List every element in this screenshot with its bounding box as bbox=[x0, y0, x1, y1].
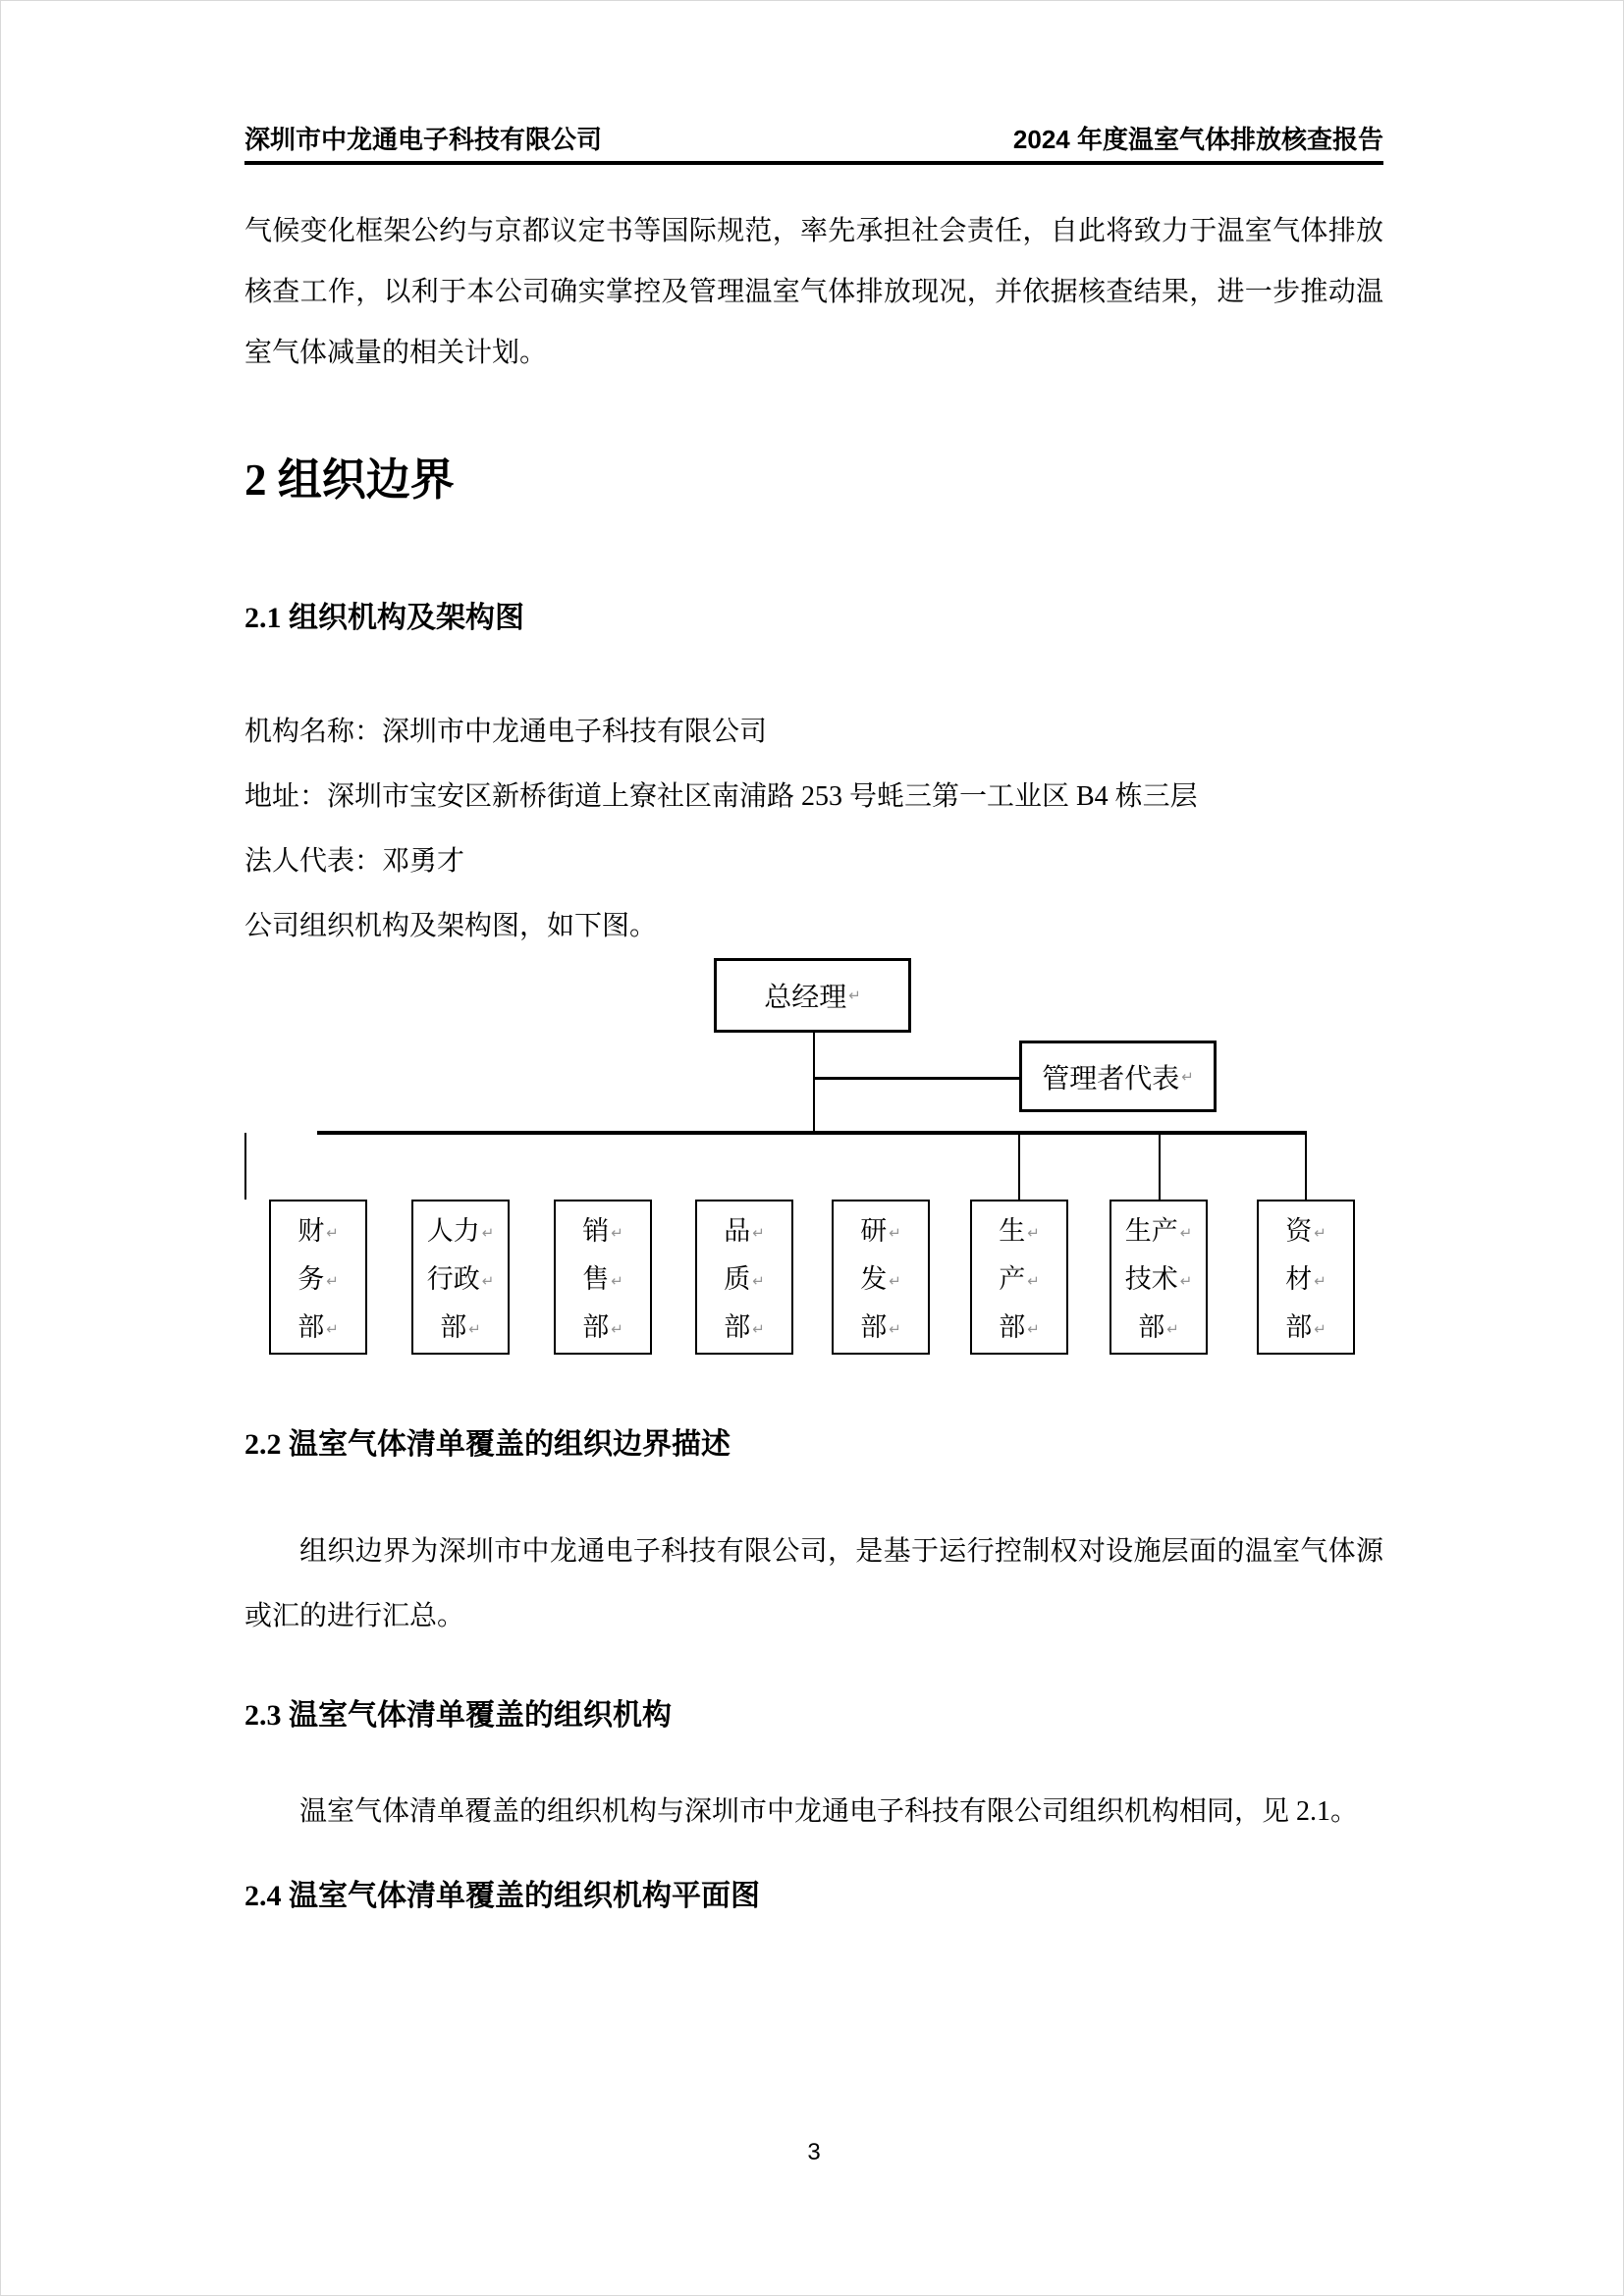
paragraph-mark: ↵ bbox=[468, 1320, 481, 1338]
connector-line bbox=[244, 1133, 246, 1200]
paragraph-mark: ↵ bbox=[889, 1320, 901, 1338]
paragraph-mark: ↵ bbox=[752, 1272, 765, 1290]
dept-label-line bbox=[271, 1304, 365, 1352]
header-report-title: 2024 年度温室气体排放核查报告 bbox=[1012, 125, 1383, 154]
paragraph-mark: ↵ bbox=[1314, 1224, 1326, 1242]
paragraph-mark: ↵ bbox=[1027, 1272, 1040, 1290]
dept-label-line bbox=[834, 1255, 928, 1304]
dept-label-text: 技术 bbox=[1124, 1264, 1178, 1294]
section-2-heading: 2 组织边界 bbox=[244, 455, 455, 505]
management-representative-label: 管理者代表 bbox=[1042, 1063, 1180, 1095]
dept-box bbox=[832, 1200, 930, 1355]
header-company-name: 深圳市中龙通电子科技有限公司 bbox=[244, 125, 603, 154]
paragraph-mark: ↵ bbox=[1179, 1272, 1193, 1290]
paragraph-mark: ↵ bbox=[611, 1224, 623, 1242]
legal-rep-line: 法人代表：邓勇才 bbox=[244, 846, 465, 877]
paragraph-mark: ↵ bbox=[1027, 1224, 1040, 1242]
paragraph-mark: ↵ bbox=[611, 1272, 623, 1290]
section-2-3-heading: 2.3 温室气体清单覆盖的组织机构 bbox=[244, 1699, 672, 1732]
section-2-4-heading: 2.4 温室气体清单覆盖的组织机构平面图 bbox=[244, 1880, 760, 1912]
paragraph-mark: ↵ bbox=[1027, 1320, 1040, 1338]
connector-line bbox=[814, 1077, 1019, 1080]
connector-line bbox=[1305, 1133, 1307, 1200]
dept-label-text: 财 bbox=[298, 1216, 325, 1246]
dept-label-line bbox=[834, 1207, 928, 1255]
dept-label-text: 发 bbox=[860, 1264, 888, 1294]
section-2-1-heading: 2.1 组织机构及架构图 bbox=[244, 602, 524, 634]
dept-box bbox=[970, 1200, 1068, 1355]
dept-label-text: 生产 bbox=[1124, 1216, 1178, 1246]
dept-label-line bbox=[271, 1255, 365, 1304]
dept-label-line bbox=[1259, 1207, 1353, 1255]
connector-line bbox=[1018, 1133, 1020, 1200]
management-representative-box bbox=[1019, 1041, 1217, 1112]
paragraph-mark: ↵ bbox=[1314, 1320, 1326, 1338]
dept-label-line bbox=[697, 1304, 791, 1352]
dept-label-line bbox=[697, 1207, 791, 1255]
paragraph-mark: ↵ bbox=[889, 1272, 901, 1290]
org-name-line: 机构名称：深圳市中龙通电子科技有限公司 bbox=[244, 717, 768, 747]
dept-label-text: 售 bbox=[582, 1264, 610, 1294]
paragraph-mark: ↵ bbox=[848, 987, 861, 1004]
dept-label-line bbox=[1259, 1304, 1353, 1352]
general-manager-box bbox=[714, 958, 911, 1033]
page-number: 3 bbox=[807, 2139, 821, 2165]
paragraph-mark: ↵ bbox=[326, 1224, 339, 1242]
dept-label-line bbox=[972, 1304, 1066, 1352]
dept-label-line bbox=[697, 1255, 791, 1304]
dept-label-line bbox=[556, 1304, 650, 1352]
paragraph-mark: ↵ bbox=[326, 1320, 339, 1338]
dept-label-line bbox=[1111, 1304, 1206, 1352]
connector-line bbox=[1159, 1133, 1161, 1200]
dept-label-text: 部 bbox=[860, 1312, 888, 1342]
dept-box bbox=[1257, 1200, 1355, 1355]
dept-label-line bbox=[271, 1207, 365, 1255]
dept-label-text: 生 bbox=[999, 1216, 1026, 1246]
section-2-2-paragraph: 组织边界为深圳市中龙通电子科技有限公司，是基于运行控制权对设施层面的温室气体源或汇的进行汇总。 bbox=[244, 1536, 1383, 1631]
org-address-line: 地址：深圳市宝安区新桥街道上寮社区南浦路 253 号蚝三第一工业区 B4 栋三层 bbox=[244, 781, 1198, 812]
dept-box bbox=[695, 1200, 793, 1355]
paragraph-mark: ↵ bbox=[1314, 1272, 1326, 1290]
dept-label-text: 部 bbox=[298, 1312, 325, 1342]
org-chart bbox=[244, 943, 1385, 1371]
dept-label-line bbox=[1111, 1255, 1206, 1304]
chart-caption-line: 公司组织机构及架构图，如下图。 bbox=[244, 911, 658, 941]
paragraph-mark: ↵ bbox=[889, 1224, 901, 1242]
dept-label-line bbox=[413, 1304, 508, 1352]
paragraph-mark: ↵ bbox=[1166, 1320, 1179, 1338]
header-rule bbox=[244, 161, 1383, 165]
dept-label-text: 部 bbox=[999, 1312, 1026, 1342]
dept-label-text: 研 bbox=[860, 1216, 888, 1246]
paragraph-mark: ↵ bbox=[752, 1224, 765, 1242]
dept-label-text: 人力 bbox=[426, 1216, 480, 1246]
dept-label-text: 行政 bbox=[426, 1264, 480, 1294]
dept-label-text: 材 bbox=[1285, 1264, 1313, 1294]
section-2-3-paragraph: 温室气体清单覆盖的组织机构与深圳市中龙通电子科技有限公司组织机构相同，见 2.1。 bbox=[299, 1796, 1359, 1827]
dept-label-text: 资 bbox=[1285, 1216, 1313, 1246]
dept-label-text: 部 bbox=[440, 1312, 467, 1342]
dept-label-text: 部 bbox=[724, 1312, 751, 1342]
paragraph-mark: ↵ bbox=[611, 1320, 623, 1338]
dept-box bbox=[1110, 1200, 1208, 1355]
dept-label-line bbox=[1111, 1207, 1206, 1255]
general-manager-label: 总经理 bbox=[764, 983, 847, 1013]
dept-label-text: 产 bbox=[999, 1264, 1026, 1294]
dept-label-line bbox=[1259, 1255, 1353, 1304]
paragraph-mark: ↵ bbox=[1181, 1067, 1194, 1086]
dept-box bbox=[554, 1200, 652, 1355]
dept-box bbox=[269, 1200, 367, 1355]
connector-line bbox=[813, 1033, 815, 1133]
dept-label-line bbox=[972, 1255, 1066, 1304]
dept-label-text: 部 bbox=[1138, 1312, 1165, 1342]
paragraph-mark: ↵ bbox=[481, 1272, 495, 1290]
dept-label-line bbox=[413, 1207, 508, 1255]
section-2-2-heading: 2.2 温室气体清单覆盖的组织边界描述 bbox=[244, 1428, 731, 1461]
dept-label-text: 务 bbox=[298, 1264, 325, 1294]
dept-label-text: 部 bbox=[582, 1312, 610, 1342]
dept-label-line bbox=[413, 1255, 508, 1304]
dept-label-text: 销 bbox=[582, 1216, 610, 1246]
paragraph-mark: ↵ bbox=[326, 1272, 339, 1290]
dept-label-text: 质 bbox=[724, 1264, 751, 1294]
page-header bbox=[244, 123, 1383, 156]
paragraph-mark: ↵ bbox=[1179, 1224, 1193, 1242]
dept-label-line bbox=[972, 1207, 1066, 1255]
dept-label-line bbox=[556, 1255, 650, 1304]
dept-label-text: 品 bbox=[724, 1216, 751, 1246]
paragraph-mark: ↵ bbox=[481, 1224, 495, 1242]
paragraph-mark: ↵ bbox=[752, 1320, 765, 1338]
intro-paragraph: 气候变化框架公约与京都议定书等国际规范，率先承担社会责任，自此将致力于温室气体排放核查工作，以利于本公司确实掌控及管理温室气体排放现况，并依据核查结果，进一步推动温室气体减量的相关计划。 bbox=[244, 216, 1383, 368]
organization-info bbox=[244, 700, 1383, 959]
dept-label-line bbox=[834, 1304, 928, 1352]
dept-label-text: 部 bbox=[1285, 1312, 1313, 1342]
dept-label-line bbox=[556, 1207, 650, 1255]
dept-box bbox=[411, 1200, 510, 1355]
